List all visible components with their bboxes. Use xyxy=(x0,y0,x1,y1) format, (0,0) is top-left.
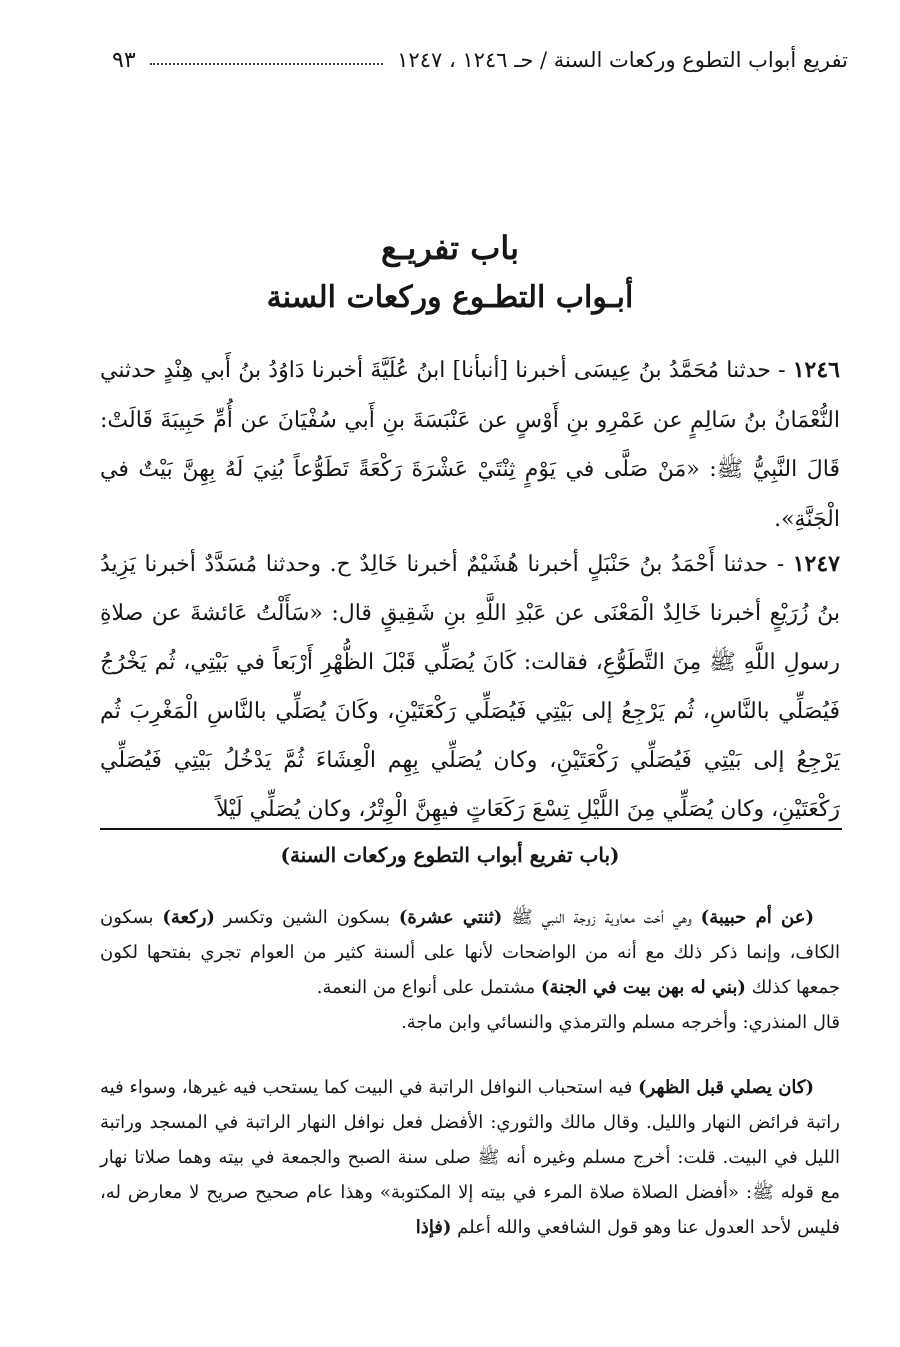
commentary-title: (باب تفريع أبواب التطوع وركعات السنة) xyxy=(280,843,620,867)
hadith-number: ١٢٤٧ xyxy=(792,551,840,577)
dotted-leader xyxy=(150,63,384,65)
highlighted-phrase: (عن أم حبيبة) xyxy=(700,907,815,928)
page-number: ٩٣ xyxy=(112,47,136,73)
commentary-paragraph-1 xyxy=(100,900,840,1040)
highlighted-phrase: (كان يصلي قبل الظهر) xyxy=(638,1077,814,1098)
chapter-title-line-2: أبـواب التطـوع وركعات السنة xyxy=(266,280,634,315)
commentary-note: قال المنذري: وأخرجه مسلم والترمذي والنسائي وابن ماجة. xyxy=(401,1012,840,1033)
highlighted-phrase: (ركعة) xyxy=(162,907,215,928)
hadith-1247 xyxy=(100,540,840,834)
commentary-text: وهي أخت معاوية زوجة النبي ﷺ xyxy=(502,907,701,928)
hadith-text: - حدثنا أَحْمَدُ بنُ حَنْبَلٍ أخبرنا هُشَيْمٌ أخبرنا خَالِدٌ ح. وحدثنا مُسَدَّدٌ أخبرنا يَزِيدُ بنُ زُرَيْعٍ أخبرنا خَالِدٌ الْمَعْنَى عن عَبْدِ اللَّهِ بنِ شَقِيقٍ قال: «سَأَلْتُ عَائشةَ عن صلاةِ رسولِ اللَّهِ ﷺ مِنَ التَّطَوُّعِ، فقالت: كَانَ يُصَلِّي قَبْلَ الظُّهْرِ أَرْبَعاً في بَيْتِي، ثُم يَخْرُجُ فَيُصَلِّي بالنَّاسِ، ثُم يَرْجِعُ إلى بَيْتِي فَيُصَلِّي رَكْعَتَيْنِ، وكَانَ يُصَلِّي بالنَّاسِ الْمَغْرِبَ ثُم يَرْجِعُ إلى بَيْتِي فَيُصَلِّي رَكْعَتَيْنِ، وكان يُصَلِّي بِهِم الْعِشَاءَ ثُمَّ يَدْخُلُ بَيْتِي فَيُصَلِّي رَكْعَتَيْنِ، وكان يُصَلِّي مِنَ اللَّيْلِ تِسْعَ رَكَعَاتٍ فيهِنَّ الْوِتْرُ، وكان يُصَلِّي لَيْلاً xyxy=(100,552,840,822)
footnote-divider xyxy=(100,828,842,830)
highlighted-phrase: (ثنتي عشرة) xyxy=(398,907,503,928)
commentary-text: بسكون الشين وتكسر xyxy=(214,907,399,928)
hadith-1246 xyxy=(100,346,840,544)
highlighted-phrase: (بني له بهن بيت في الجنة) xyxy=(541,977,746,998)
hadith-number: ١٢٤٦ xyxy=(792,357,840,383)
chapter-title-line-1: باب تفريـع xyxy=(381,229,519,267)
commentary-text: مشتمل على أنواع من النعمة. xyxy=(316,977,541,998)
commentary-text: فيه استحباب النوافل الراتبة في البيت كما يستحب فيه غيرها، وسواء فيه راتبة فرائض النهار والليل. وقال مالك والثوري: الأفضل فعل نوافل النهار الراتبة في المسجد وراتبة الليل في البيت. قلت: أخرج مسلم وغيره أنه ﷺ صلى سنة الصبح والجمعة في بيته وهما صلاتا نهار مع قوله ﷺ: «أفضل الصلاة صلاة المرء في بيته إلا المكتوبة» وهذا عام صحيح صريح لا معارض له، فليس لأحد العدول عنا وهو قول الشافعي والله أعلم xyxy=(100,1077,840,1238)
commentary-text: بسكون الكاف، وإنما ذكر ذلك مع أنه من الواضحات لأنها على ألسنة كثير من العوام تجري بفتحها لكون جمعها كذلك xyxy=(100,907,840,998)
running-header xyxy=(112,42,848,78)
highlighted-phrase: (فإذا xyxy=(415,1217,452,1238)
hadith-text: - حدثنا مُحَمَّدُ بنُ عِيسَى أخبرنا [أنبأنا] ابنُ عُلَيَّةَ أخبرنا دَاوُدُ بنُ أَبي هِنْدٍ حدثني النُّعْمَانُ بنُ سَالِمٍ عن عَمْرِو بنِ أَوْسٍ عن عَنْبَسَةَ بنِ أَبي سُفْيَانَ عن أُمِّ حَبِيبَةَ قَالَتْ: قَالَ النَّبِيُّ ﷺ: «مَنْ صَلَّى في يَوْمٍ ثِنْتَيْ عَشْرَةَ رَكْعَةً تَطَوُّعاً بُنِيَ لَهُ بِهِنَّ بَيْتٌ في الْجَنَّةِ». xyxy=(100,358,840,532)
chapter-title xyxy=(0,222,900,322)
running-header-title: تفريع أبواب التطوع وركعات السنة / حـ ١٢٤٦ ، ١٢٤٧ xyxy=(397,48,848,72)
commentary-paragraph-2 xyxy=(100,1070,840,1245)
